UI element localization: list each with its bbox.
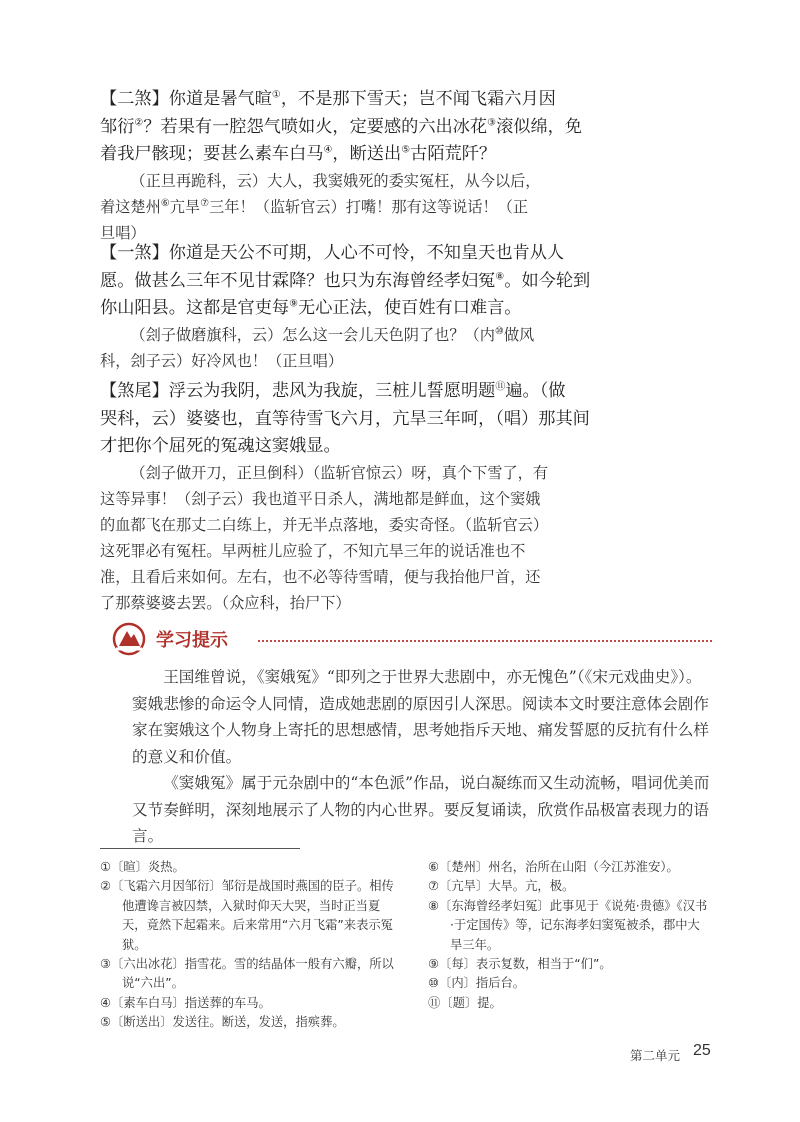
footnote: ⑤〔断送出〕发送往。断送，发送，指殡葬。: [100, 1015, 345, 1030]
footnote-mark: ①: [271, 89, 281, 101]
text: ，断送出: [332, 144, 402, 164]
text: 准，且看后来如何。左右，也不必等待雪晴，便与我抬他尸首，还: [100, 568, 541, 586]
text: ？若果有一腔怨气喷如火，定要感的六出冰花: [143, 116, 488, 137]
study-tips-header: [100, 620, 712, 656]
song-line: [100, 378, 700, 406]
footnotes-right: [428, 858, 710, 1013]
dotted-divider: [258, 640, 712, 642]
footnote: ⑨〔每〕表示复数，相当于“们”。: [428, 957, 612, 972]
kai-line: [100, 460, 700, 486]
text: 无心正法，使百姓有口难言。: [298, 298, 522, 318]
text: 这等异事！（刽子云）我也道平日杀人，满地都是鲜血，这个窦娥: [100, 490, 541, 508]
footnote-mark: ③: [487, 116, 497, 128]
song-er-sha-line-3: [100, 141, 700, 169]
footnote: ⑩〔内〕指后台。: [428, 976, 526, 991]
song-line: [100, 406, 700, 434]
footnote: ②〔飞霜六月因邹衍〕邹衍是战国时燕国的臣子。相传他遭谗言被囚禁，入狱时仰天大哭，当时正当夏天，竟然下起霜来。后来常用“六月飞霜”来表示冤狱。: [100, 879, 394, 952]
text: 科，刽子云）好冷风也！（正旦唱）: [100, 352, 343, 370]
footnote-mark: ⑨: [289, 298, 299, 310]
footnote: ④〔素车白马〕指送葬的车马。: [100, 995, 271, 1010]
footnote-mark: ⑪: [495, 381, 506, 393]
footnote-mark: ⑩: [494, 325, 504, 337]
text: 【二煞】你道是暑气暄: [100, 89, 272, 109]
song-er-sha-line-1: [100, 86, 700, 114]
footnote-mark: ②: [134, 116, 144, 128]
stage-direction-1: [100, 168, 700, 246]
footnote: ⑪〔题〕提。: [428, 995, 502, 1010]
footnote: ①〔暄〕炎热。: [100, 860, 185, 874]
kai-line: [100, 590, 700, 616]
footnotes-left: [100, 858, 396, 1033]
song-er-sha-line-2: [100, 114, 700, 142]
song-sha-wei: [100, 378, 700, 461]
footnote-mark: ⑦: [200, 197, 210, 209]
stage-direction-3: [100, 460, 700, 616]
song-line: [100, 295, 700, 323]
kai-line: [100, 168, 700, 194]
text: 才把你个屈死的冤魂这窦娥显。: [100, 436, 341, 456]
text: 你山阳县。这都是官吏每: [100, 298, 290, 318]
text: 【一煞】你道是天公不可期，人心不可怜，不知皇天也肯从人: [100, 243, 565, 263]
text: 古陌荒阡？: [410, 144, 497, 164]
song-yi-sha: [100, 240, 700, 323]
tips-paragraph: 王国维曾说，《窦娥冤》“即列之于世界大悲剧中，亦无愧色”（《宋元戏曲史》）。窦娥悲惨的命运令人同情，造成她悲剧的原因引人深思。阅读本文时要注意体会剧作家在窦娥这个人物身上寄托的思想感情，思考她指斥天地、痛发誓愿的反抗有什么样的意义和价值。: [132, 668, 709, 766]
text: 的血都飞在那丈二白练上，并无半点落地，委实奇怪。（监斩官云）: [100, 516, 549, 534]
text: 着我尸骸现；要甚么素车白马: [100, 144, 324, 164]
footnote-mark: ⑥: [160, 197, 170, 209]
stage-direction-2: [100, 322, 700, 374]
tips-paragraph: 《窦娥冤》属于元杂剧中的“本色派”作品，说白凝练而又生动流畅，唱词优美而又节奏鲜明，深刻地展示了人物的内心世界。要反复诵读，欣赏作品极富表现力的语言。: [132, 774, 710, 845]
text: （刽子做开刀，正旦倒科）（监斩官惊云）呀，真个下雪了，有: [130, 464, 549, 482]
text: 了那蔡婆婆去罢。（众应科，抬尸下）: [100, 594, 351, 612]
text: 。如今轮到: [504, 270, 591, 291]
text: 邹衍: [100, 116, 135, 137]
study-tips-logo-icon: [112, 622, 146, 656]
main-text: [100, 86, 700, 169]
text: 三年！（监斩官云）打嘴！那有这等说话！（正: [209, 198, 528, 216]
text: 这死罪必有冤枉。早两桩儿应验了，不知亢旱三年的说话准也不: [100, 542, 526, 560]
footnote: ⑥〔楚州〕州名，治所在山阳（今江苏淮安）。: [428, 860, 679, 874]
footnote-mark: ⑧: [495, 270, 505, 282]
text: 哭科，云）婆婆也，直等待雪飞六月，亢旱三年呵，（唱）那其间: [100, 408, 590, 429]
kai-line: [100, 512, 700, 538]
song-line: [100, 433, 700, 461]
footnote: ③〔六出冰花〕指雪花。雪的结晶体一般有六瓣，所以说“六出”。: [100, 957, 394, 991]
kai-line: [100, 348, 700, 374]
text: 遍。（做: [505, 381, 566, 401]
text: ，不是那下雪天；岂不闻飞霜六月因: [280, 89, 556, 109]
footnote: ⑧〔东海曾经孝妇冤〕此事见于《说苑·贵德》《汉书·于定国传》等，记东海孝妇窦冤被杀，郡中大旱三年。: [428, 898, 708, 952]
footnote-rule: [100, 848, 300, 849]
kai-line: [100, 538, 700, 564]
text: （刽子做磨旗科，云）怎么这一会儿天色阴了也？（内: [130, 326, 495, 344]
kai-line: [100, 194, 700, 220]
text: （正旦再跪科，云）大人，我窦娥死的委实冤枉，从今以后，: [130, 172, 541, 190]
study-tips-body: [132, 664, 710, 850]
text: 愿。做甚么三年不见甘霖降？也只为东海曾经孝妇冤: [100, 270, 496, 291]
song-line: [100, 268, 700, 296]
text: 旦唱）: [100, 224, 146, 242]
text: 【煞尾】浮云为我阴，悲风为我旋，三桩儿誓愿明题: [100, 381, 496, 401]
kai-line: [100, 486, 700, 512]
footnote-mark: ④: [323, 144, 333, 156]
section-title: 学习提示: [156, 630, 228, 651]
footnote: ⑦〔亢旱〕大旱。亢，极。: [428, 879, 575, 894]
footnote-mark: ⑤: [401, 144, 411, 156]
text: 亢旱: [169, 198, 201, 216]
page-number: 25: [693, 1042, 711, 1059]
kai-line: [100, 322, 700, 348]
kai-line: [100, 564, 700, 590]
text: 滚似绵，免: [496, 116, 583, 137]
unit-label: 第二单元: [630, 1048, 681, 1063]
song-line: [100, 240, 700, 268]
text: 做风: [503, 326, 535, 344]
text: 着这楚州: [100, 198, 161, 216]
